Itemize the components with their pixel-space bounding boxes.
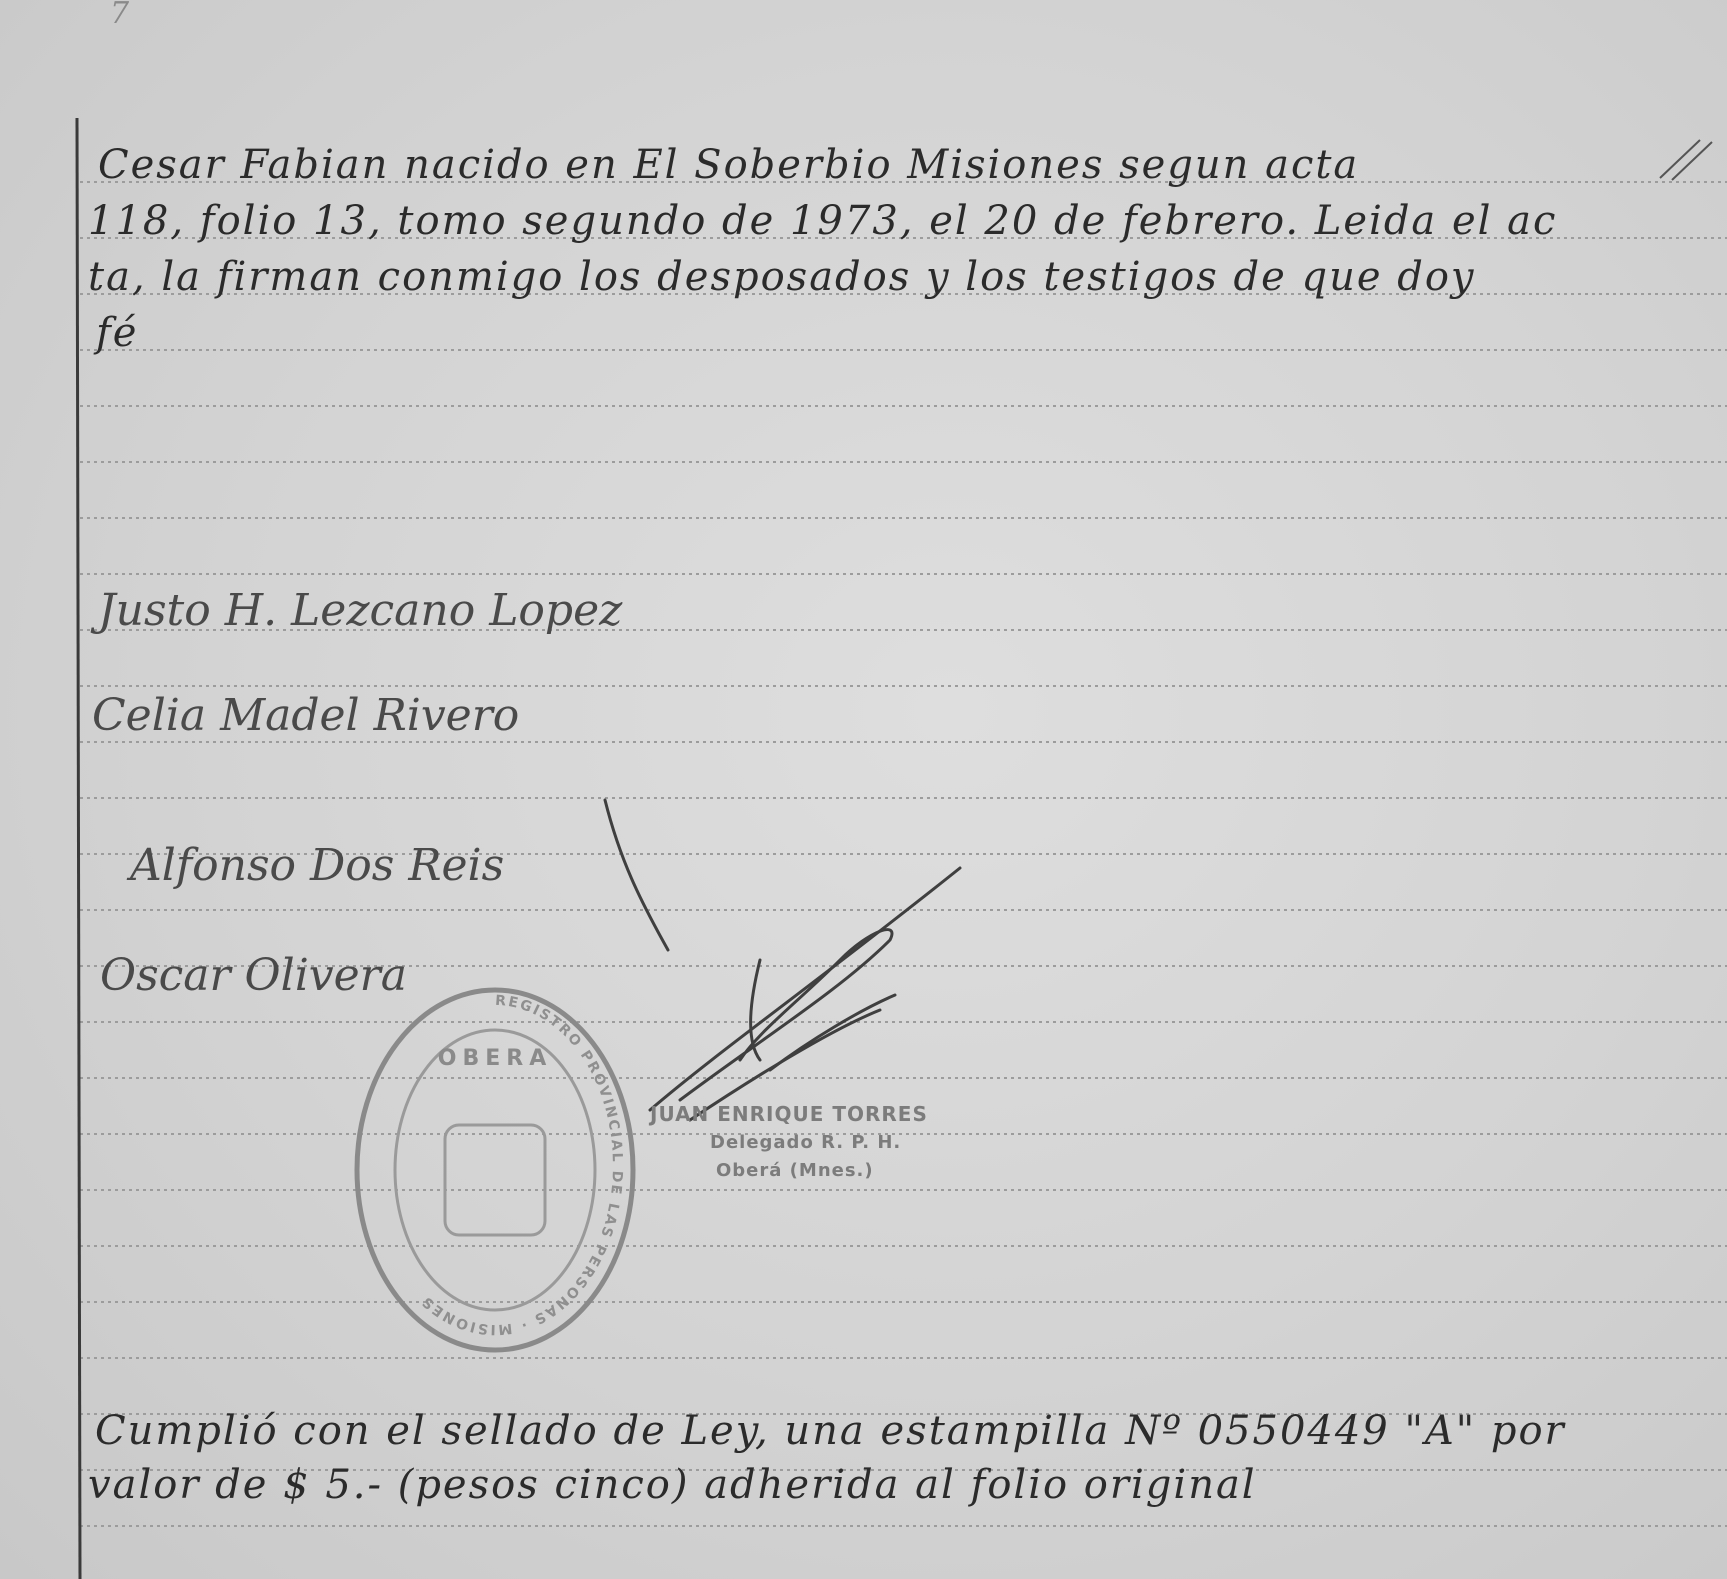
signature-1: Justo H. Lezcano Lopez: [98, 585, 623, 636]
signature-2: Celia Madel Rivero: [92, 690, 520, 741]
entry-line-1: Cesar Fabian nacido en El Soberbio Misiones segun acta: [98, 142, 1360, 188]
official-seal-icon: [345, 975, 645, 1365]
entry-line-2: 118, folio 13, tomo segundo de 1973, el 20 de febrero. Leida el ac: [88, 198, 1558, 244]
stamp-title: Delegado R. P. H.: [710, 1132, 902, 1153]
seal-ring-text: REGISTRO PROVINCIAL DE LAS PERSONAS · MISIONES: [418, 992, 626, 1338]
seal-center-text: OBERA: [437, 1046, 553, 1071]
footer-line-1: Cumplió con el sellado de Ley, una estampilla Nº 0550449 "A" por: [95, 1408, 1566, 1454]
entry-line-3: ta, la firman conmigo los desposados y los testigos de que doy: [88, 254, 1476, 300]
stamp-location: Oberá (Mnes.): [716, 1160, 874, 1181]
corner-mark: 7: [110, 0, 130, 31]
entry-line-4: fé: [96, 310, 139, 356]
signature-3: Alfonso Dos Reis: [130, 840, 505, 891]
footer-line-2: valor de $ 5.- (pesos cinco) adherida al folio original: [88, 1462, 1257, 1508]
signature-4: Oscar Olivera: [100, 950, 407, 1001]
stamp-name: JUAN ENRIQUE TORRES: [650, 1102, 928, 1126]
